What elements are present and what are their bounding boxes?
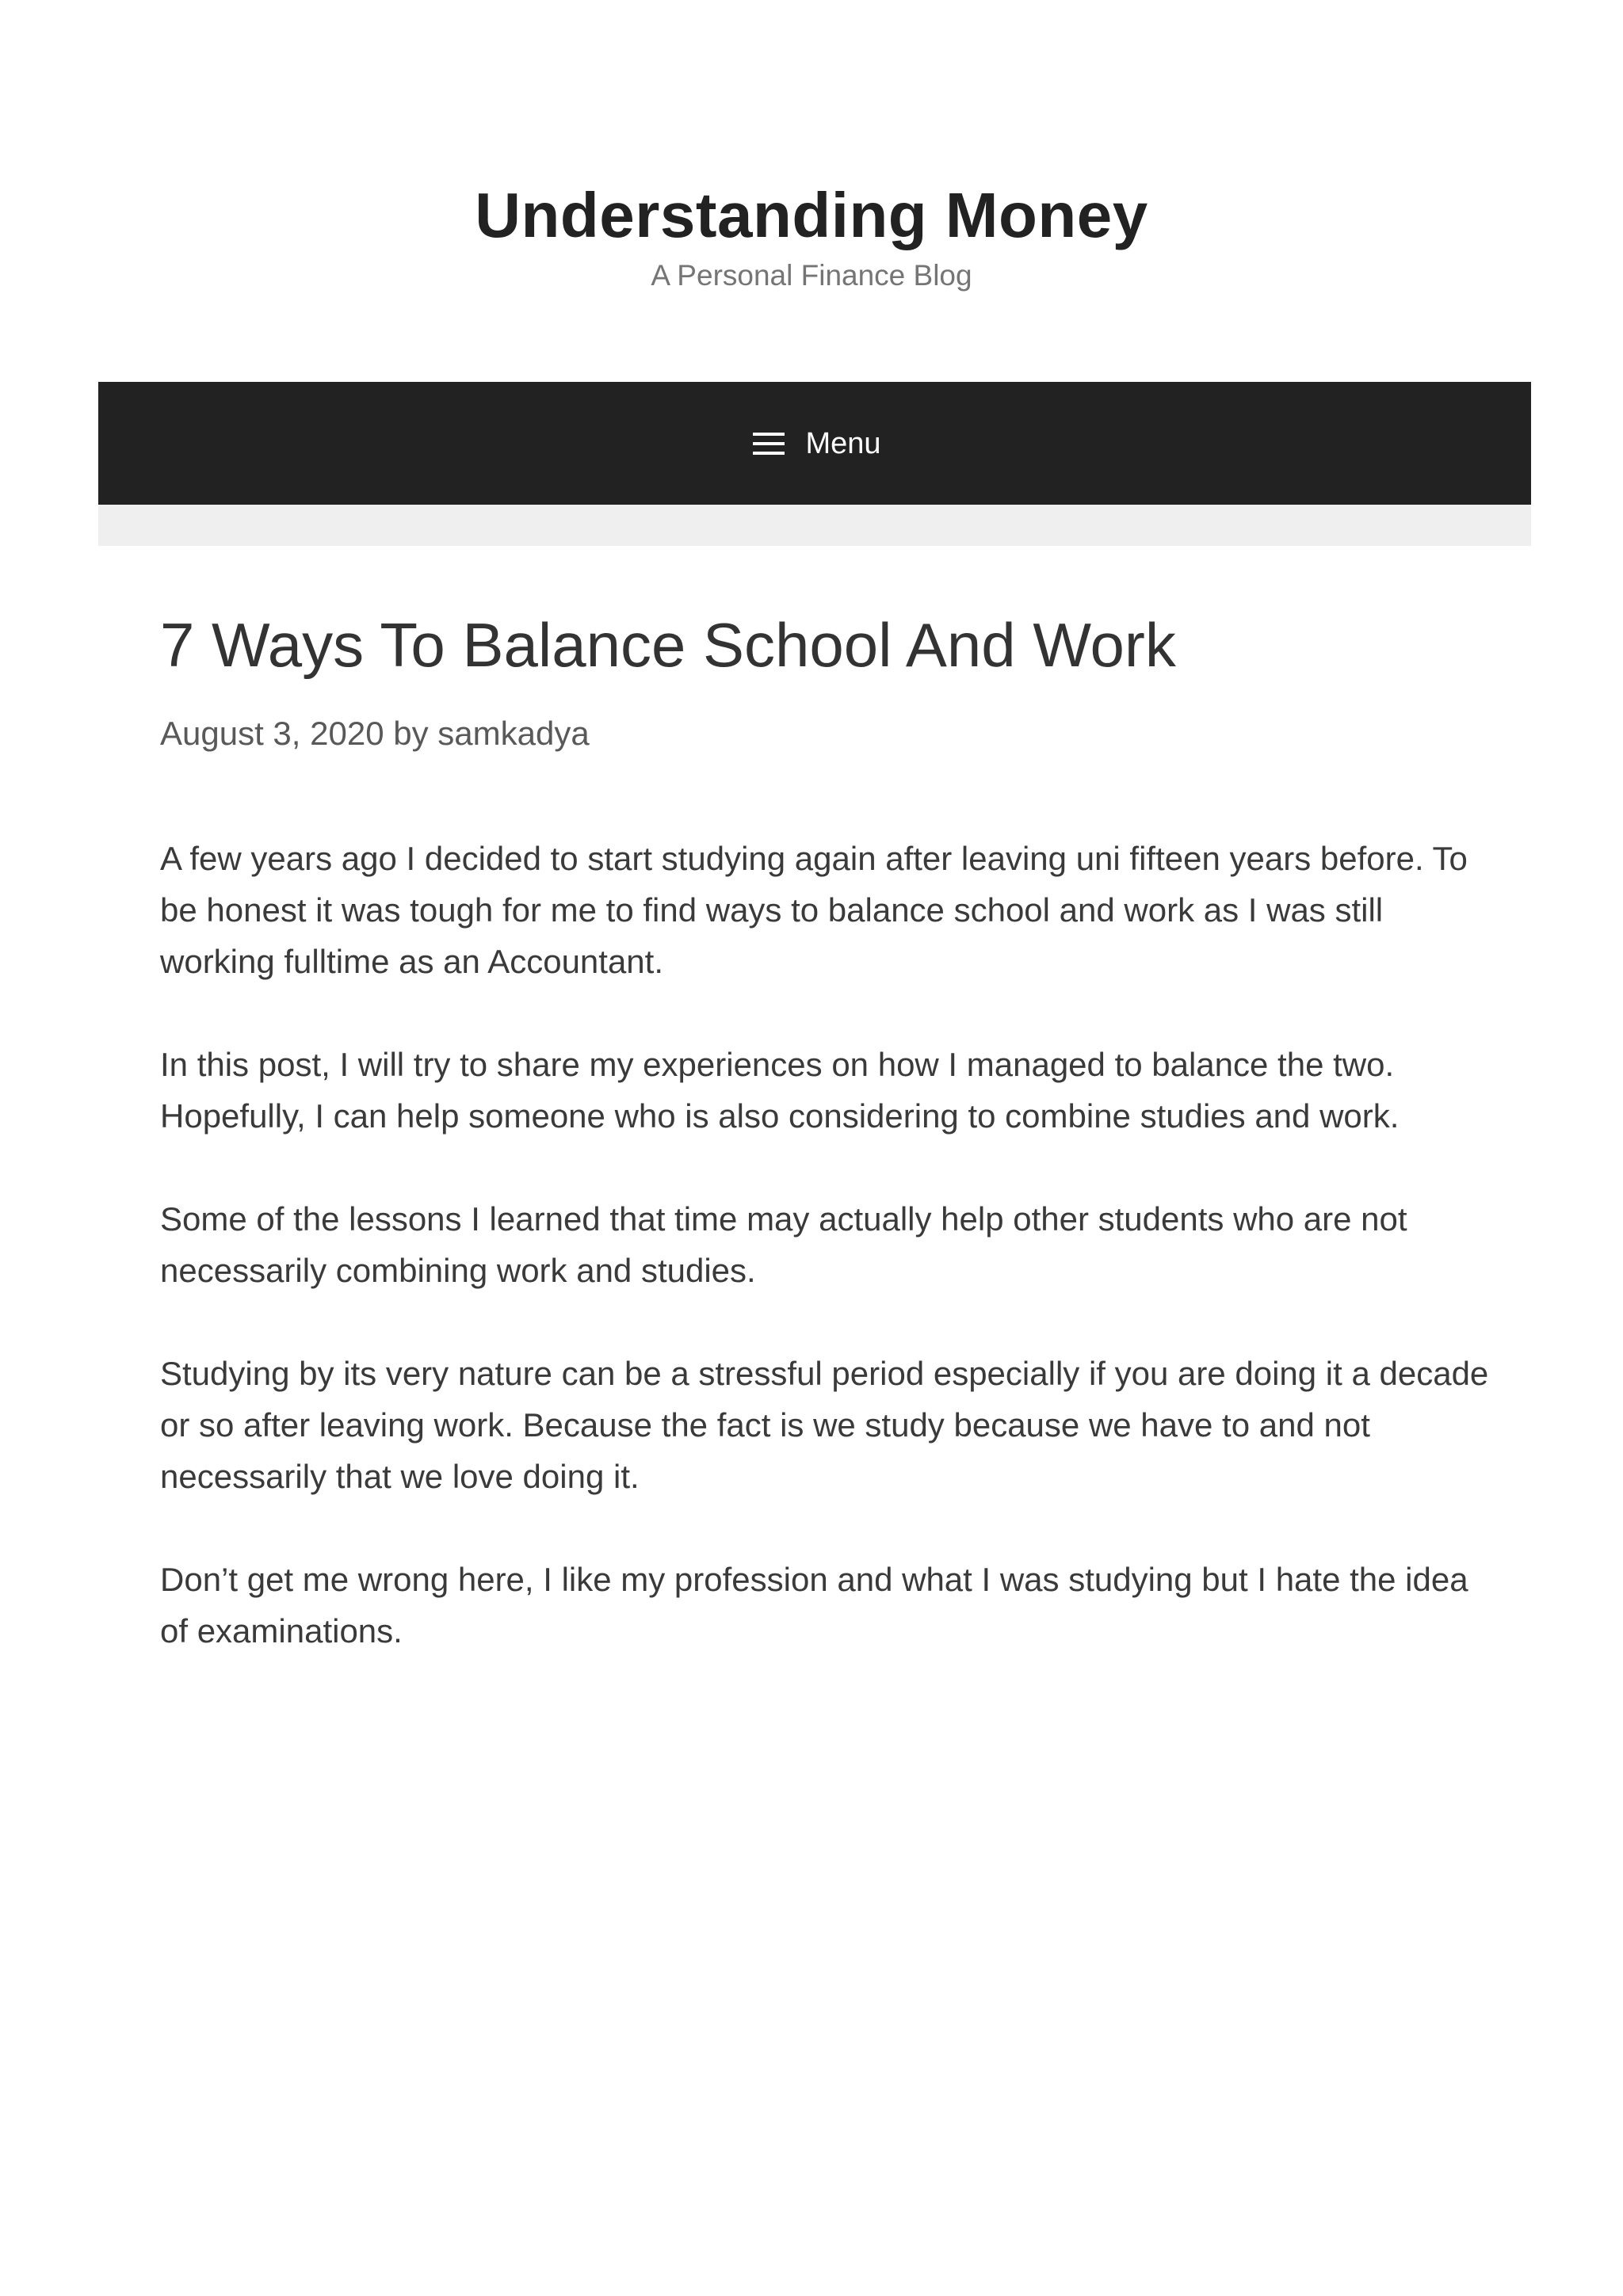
menu-toggle-button[interactable] xyxy=(98,382,1531,505)
main-navigation xyxy=(98,382,1531,505)
menu-toggle-content xyxy=(753,425,880,463)
site-header xyxy=(0,0,1623,380)
post-content xyxy=(160,833,1491,1657)
post-date[interactable]: August 3, 2020 xyxy=(160,715,384,752)
post-author-link[interactable]: samkadya xyxy=(437,715,590,752)
hamburger-icon[interactable] xyxy=(753,431,785,456)
post-title: 7 Ways To Balance School And Work xyxy=(160,610,1176,680)
site-tagline: A Personal Finance Blog xyxy=(651,259,972,292)
blog-post xyxy=(160,602,1491,1708)
post-paragraph: Studying by its very nature can be a stressful period especially if you are doing it a decade or so after leaving work. Because the fact is we study because we have to and not necessarily that we love doing it. xyxy=(160,1355,1489,1495)
post-meta xyxy=(160,711,1491,756)
post-byline-prefix: by xyxy=(393,715,429,752)
post-paragraph: A few years ago I decided to start studying again after leaving uni fifteen years before. To be honest it was tough for me to find ways to balance school and work as I was still working fulltime as an Accountant. xyxy=(160,840,1468,980)
menu-label[interactable]: Menu xyxy=(805,426,881,460)
post-paragraph: Don’t get me wrong here, I like my profession and what I was studying but I hate the idea of examinations. xyxy=(160,1561,1468,1650)
site-title[interactable]: Understanding Money xyxy=(475,180,1148,250)
post-paragraph: In this post, I will try to share my experiences on how I managed to balance the two. Hopefully, I can help someone who is also considering to combine studies and work. xyxy=(160,1046,1400,1135)
nav-divider-strip xyxy=(98,505,1531,546)
post-paragraph: Some of the lessons I learned that time may actually help other students who are not necessarily combining work and studies. xyxy=(160,1200,1407,1289)
